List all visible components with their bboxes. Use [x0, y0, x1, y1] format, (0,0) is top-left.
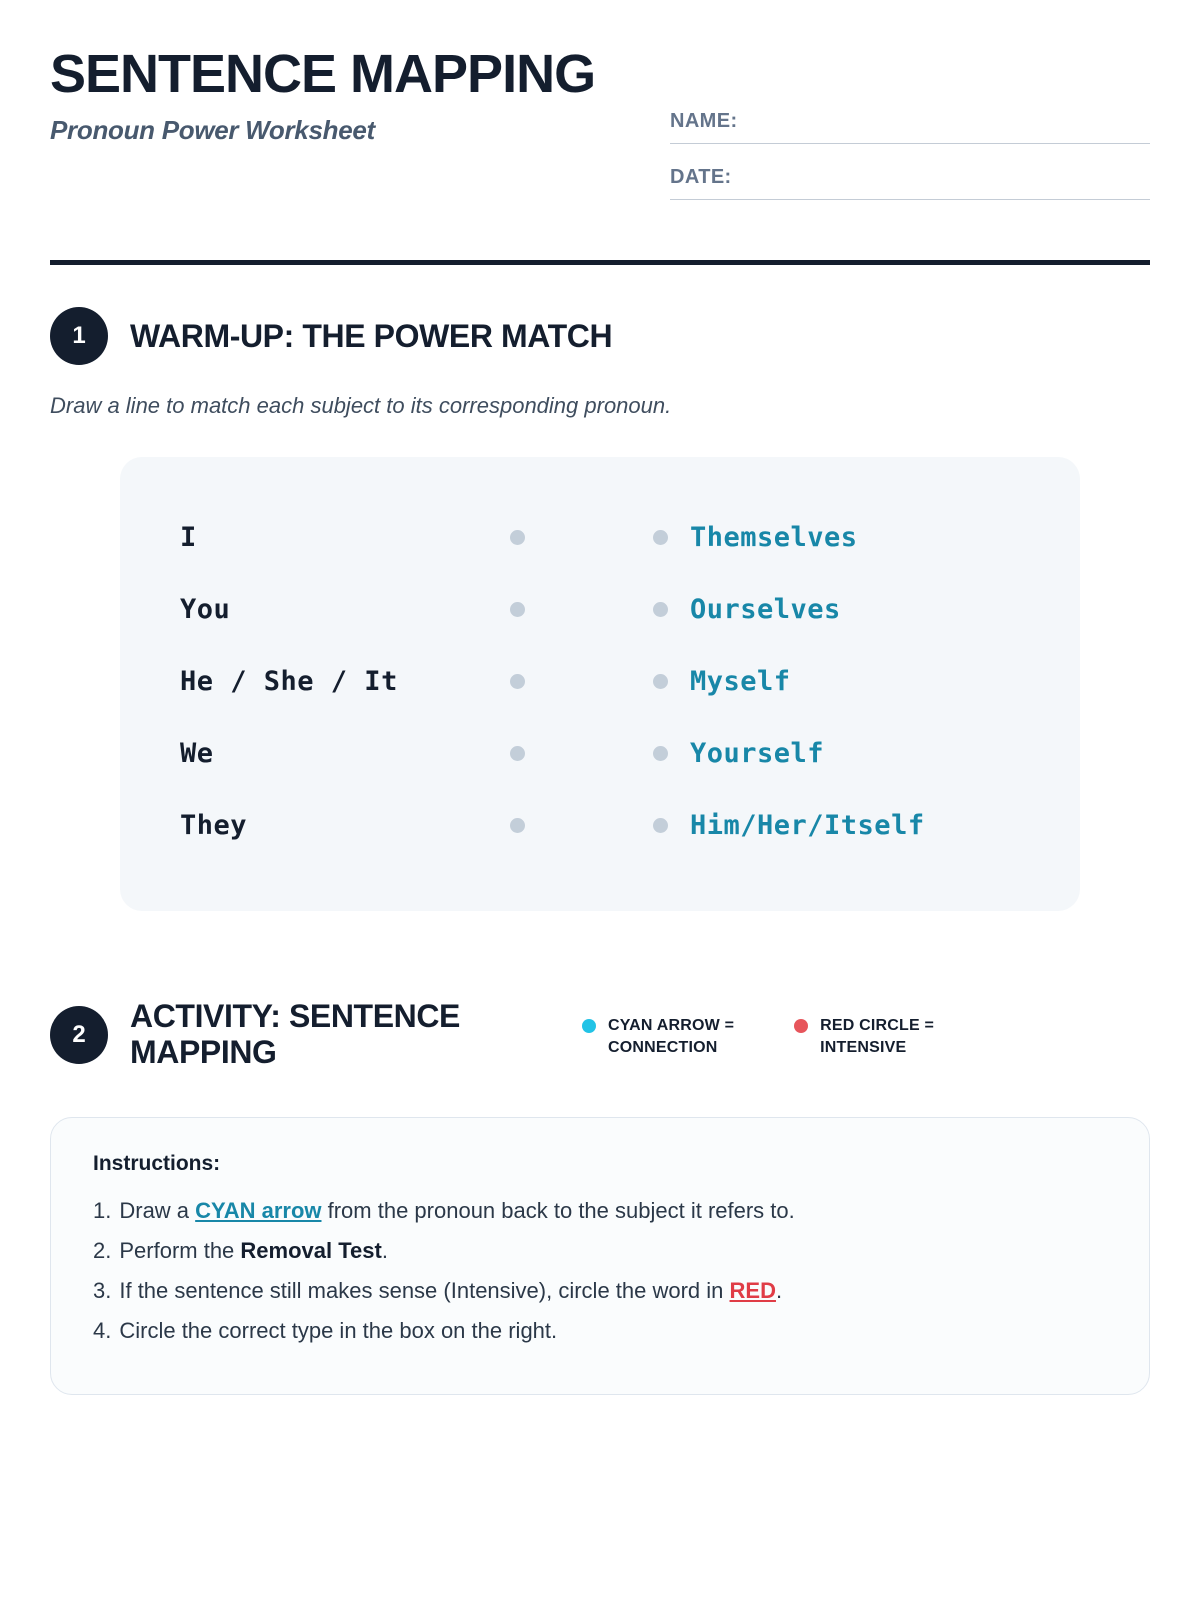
match-right-dot-icon[interactable]	[653, 674, 668, 689]
instruction-2-bold: Removal Test	[240, 1237, 382, 1263]
title-block	[50, 44, 596, 146]
name-field-blank[interactable]	[738, 113, 1150, 133]
date-field-label: DATE:	[670, 166, 732, 188]
instruction-1-number: 1.	[93, 1197, 112, 1223]
instruction-2-post: .	[381, 1237, 388, 1263]
section-activity	[50, 999, 1150, 1395]
match-row[interactable]	[180, 789, 1020, 861]
legend-cyan-line2: CONNECTION	[608, 1038, 718, 1056]
match-pronoun: Themselves	[690, 521, 858, 553]
instruction-4-pre: Circle the correct type in the box on the right.	[119, 1317, 558, 1343]
match-right-dot-icon[interactable]	[653, 530, 668, 545]
match-left-dot-icon[interactable]	[510, 746, 525, 761]
instruction-1-pre: Draw a	[119, 1197, 196, 1223]
match-subject: You	[180, 593, 231, 625]
match-right-dot-icon[interactable]	[653, 602, 668, 617]
match-pronoun: Ourselves	[690, 593, 841, 625]
legend-cyan-line1: CYAN ARROW =	[608, 1017, 735, 1035]
name-field-label: NAME:	[670, 110, 738, 132]
instruction-item-3	[93, 1274, 1107, 1308]
legend-red-line2: INTENSIVE	[820, 1038, 907, 1056]
section2-title: ACTIVITY: SENTENCE MAPPING	[130, 998, 461, 1070]
match-pronoun: Yourself	[690, 737, 825, 769]
instruction-1-post: from the pronoun back to the subject it refers to.	[321, 1197, 795, 1223]
match-row[interactable]	[180, 501, 1020, 573]
legend-item-cyan	[582, 1015, 734, 1058]
instruction-2-text	[119, 1234, 388, 1268]
match-left-dot-icon[interactable]	[510, 602, 525, 617]
match-left-dot-icon[interactable]	[510, 674, 525, 689]
name-field-row[interactable]	[670, 110, 1150, 144]
match-pronoun: Myself	[690, 665, 791, 697]
instruction-4-number: 4.	[93, 1317, 112, 1343]
worksheet-header	[50, 0, 1150, 222]
legend-red-text	[820, 1015, 934, 1058]
legend-red-line1: RED CIRCLE =	[820, 1017, 935, 1035]
page-subtitle: Pronoun Power Worksheet	[50, 114, 375, 145]
match-right-dot-icon[interactable]	[653, 818, 668, 833]
match-row[interactable]	[180, 645, 1020, 717]
instruction-3-post: .	[775, 1277, 783, 1303]
section1-title: WARM-UP: THE POWER MATCH	[130, 317, 613, 354]
instruction-3-red: RED	[729, 1277, 776, 1303]
legend	[582, 1011, 934, 1058]
section-warm-up	[50, 307, 1150, 911]
match-row[interactable]	[180, 573, 1020, 645]
section2-number-badge: 2	[50, 1006, 108, 1064]
match-subject: He / She / It	[180, 665, 398, 697]
instruction-3-pre: If the sentence still makes sense (Intensive), circle the word in	[119, 1277, 730, 1303]
instruction-item-1	[93, 1194, 1107, 1228]
header-divider	[50, 260, 1150, 265]
instruction-3-text	[119, 1274, 782, 1308]
match-subject: I	[180, 521, 197, 553]
section1-number-badge: 1	[50, 307, 108, 365]
section1-description: Draw a line to match each subject to its corresponding pronoun.	[50, 393, 672, 418]
section2-header	[50, 999, 1150, 1071]
instruction-2-pre: Perform the	[119, 1237, 241, 1263]
match-right-dot-icon[interactable]	[653, 746, 668, 761]
date-field-row[interactable]	[670, 166, 1150, 200]
cyan-dot-icon	[582, 1019, 596, 1033]
instructions-title: Instructions:	[93, 1151, 221, 1175]
match-subject: They	[180, 809, 248, 841]
page-title: SENTENCE MAPPING	[50, 44, 596, 104]
instruction-1-highlight: CYAN arrow	[195, 1197, 322, 1223]
match-left-dot-icon[interactable]	[510, 530, 525, 545]
match-row[interactable]	[180, 717, 1020, 789]
match-subject: We	[180, 737, 214, 769]
instruction-4-text	[119, 1314, 557, 1348]
legend-item-red	[794, 1015, 934, 1058]
instruction-3-number: 3.	[93, 1277, 112, 1303]
student-fields	[670, 110, 1150, 222]
match-pronoun: Him/Her/Itself	[690, 809, 925, 841]
instruction-item-4	[93, 1314, 1107, 1348]
instructions-box	[50, 1117, 1150, 1395]
legend-cyan-text	[608, 1015, 734, 1058]
section1-header	[50, 307, 1150, 365]
match-left-dot-icon[interactable]	[510, 818, 525, 833]
instruction-1-text	[119, 1194, 794, 1228]
date-field-blank[interactable]	[732, 169, 1150, 189]
instruction-item-2	[93, 1234, 1107, 1268]
match-activity-box	[120, 457, 1080, 911]
instruction-2-number: 2.	[93, 1237, 112, 1263]
red-dot-icon	[794, 1019, 808, 1033]
